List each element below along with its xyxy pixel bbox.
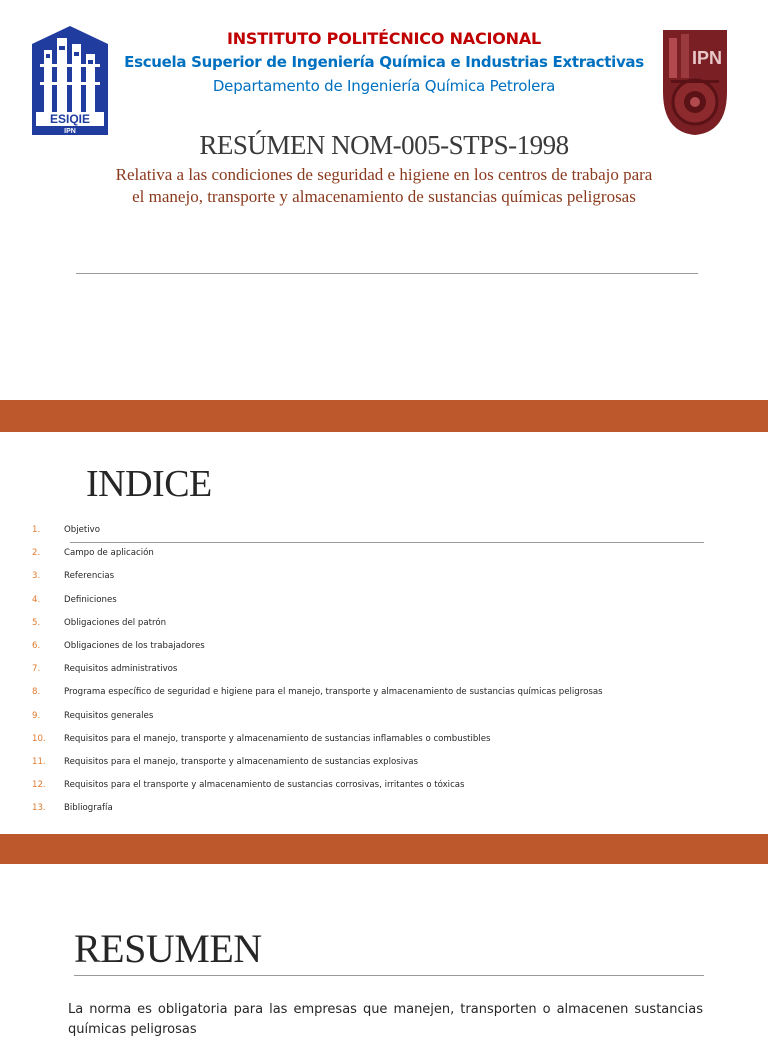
index-item xyxy=(32,566,712,589)
index-item-number: 2. xyxy=(32,548,41,559)
index-item xyxy=(32,520,712,543)
esiqie-logo-label: ESIQIE xyxy=(49,112,91,126)
index-item-number: 1. xyxy=(32,525,41,535)
index-item xyxy=(32,775,712,798)
index-item xyxy=(32,636,712,659)
ipn-logo-label: IPN xyxy=(691,48,723,68)
index-item-number: 6. xyxy=(32,640,41,651)
esiqie-logo-sub: IPN xyxy=(64,128,76,135)
institute-name: INSTITUTO POLITÉCNICO NACIONAL xyxy=(226,29,542,48)
cover-divider xyxy=(76,273,698,274)
index-item-label: Requisitos generales xyxy=(64,710,154,721)
index-item xyxy=(32,659,712,682)
index-item xyxy=(32,613,712,636)
index-item-label: Requisitos para el manejo, transporte y almacenamiento de sustancias inflamables o combustibles xyxy=(64,733,491,744)
school-name: Escuela Superior de Ingeniería Química e Industrias Extractivas xyxy=(124,53,644,71)
document-title: RESÚMEN NOM-005-STPS-1998 xyxy=(199,130,569,160)
summary-heading: RESUMEN xyxy=(74,926,262,971)
index-item-label: Campo de aplicación xyxy=(64,548,154,559)
index-item xyxy=(32,543,712,566)
index-item-label: Requisitos administrativos xyxy=(64,664,178,675)
index-item-label: Referencias xyxy=(64,571,115,582)
index-item-number: 5. xyxy=(32,617,41,628)
index-item-number: 13. xyxy=(32,803,46,814)
index-item-number: 9. xyxy=(32,710,41,721)
slide-separator-band xyxy=(0,400,768,432)
summary-divider xyxy=(74,975,704,976)
index-item-number: 3. xyxy=(32,571,41,582)
index-item-label: Requisitos para el transporte y almacenamiento de sustancias corrosivas, irritantes o tóxicas xyxy=(64,780,465,791)
index-item xyxy=(32,682,712,705)
index-item-label: Requisitos para el manejo, transporte y almacenamiento de sustancias explosivas xyxy=(64,756,418,767)
department-name: Departamento de Ingeniería Química Petrolera xyxy=(212,77,556,95)
index-item-number: 8. xyxy=(32,687,41,698)
index-item-label: Obligaciones de los trabajadores xyxy=(64,640,205,651)
index-item-label: Obligaciones del patrón xyxy=(64,617,167,628)
index-item-label: Bibliografía xyxy=(64,803,113,814)
index-item-number: 12. xyxy=(32,780,46,791)
index-item xyxy=(32,798,712,821)
index-list xyxy=(32,520,712,821)
index-item-label: Programa específico de seguridad e higiene para el manejo, transporte y almacenamiento de sustancias químicas peligrosas xyxy=(64,687,603,698)
index-heading: INDICE xyxy=(86,463,212,505)
ipn-logo xyxy=(657,22,733,137)
slide-separator-band xyxy=(0,834,768,864)
index-item-number: 11. xyxy=(32,756,46,767)
document-subtitle: Relativa a las condiciones de seguridad e higiene en los centros de trabajo para el manejo, transporte y almacenamiento de sustancias químicas peligrosas xyxy=(115,165,653,206)
index-item xyxy=(32,729,712,752)
index-item-number: 7. xyxy=(32,664,41,675)
index-item-number: 10. xyxy=(32,733,46,744)
index-item-label: Objetivo xyxy=(64,525,100,535)
index-item-label: Definiciones xyxy=(64,594,117,605)
summary-body: La norma es obligatoria para las empresas que manejen, transporten o almacenen sustancias químicas peligrosas xyxy=(68,1002,703,1037)
index-item-number: 4. xyxy=(32,594,41,605)
esiqie-logo xyxy=(30,24,110,137)
index-item xyxy=(32,590,712,613)
index-item xyxy=(32,706,712,729)
index-item xyxy=(32,752,712,775)
